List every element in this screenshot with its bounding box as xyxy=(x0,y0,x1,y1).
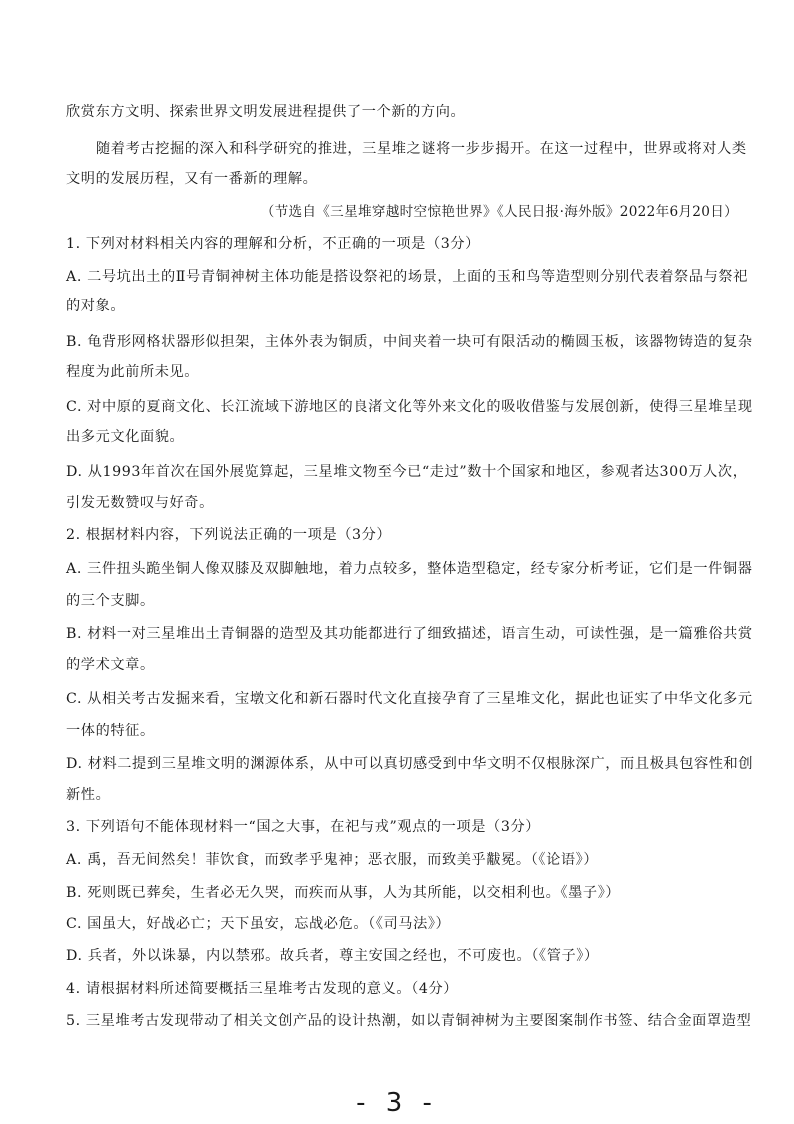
question-5-stem: 5. 三星堆考古发现带动了相关文创产品的设计热潮，如以青铜神树为主要图案制作书签、结合金面罩造型 xyxy=(66,1013,752,1029)
question-1-stem: 1. 下列对材料相关内容的理解和分析，不正确的一项是（3分） xyxy=(66,236,480,252)
passage-line: 文明的发展历程，又有一番新的理解。 xyxy=(66,171,318,187)
question-line: B. 材料一对三星堆出土青铜器的造型及其功能都进行了细致描述，语言生动，可读性强，是一篇雅俗共赏 xyxy=(66,626,753,642)
question-line: 的三个支脚。 xyxy=(66,593,155,609)
question-line: C. 从相关考古发掘来看，宝墩文化和新石器时代文化直接孕育了三星堆文化，据此也证实了中华文化多元 xyxy=(66,691,753,707)
question-3-stem: 3. 下列语句不能体现材料一“国之大事，在祀与戎”观点的一项是（3分） xyxy=(66,819,541,835)
question-line: C. 对中原的夏商文化、长江流域下游地区的良渚文化等外来文化的吸收借鉴与发展创新，使得三星堆呈现 xyxy=(66,399,753,415)
question-line: B. 死则既已葬矣，生者必无久哭，而疾而从事，人为其所能，以交相利也。《墨子》） xyxy=(66,885,621,901)
question-line: 新性。 xyxy=(66,787,111,803)
question-line: A. 三件扭头跪坐铜人像双膝及双脚触地，着力点较多，整体造型稳定，经专家分析考证，它们是一件铜器 xyxy=(66,561,753,577)
question-2-stem: 2. 根据材料内容，下列说法正确的一项是（3分） xyxy=(66,527,392,543)
question-line: 程度为此前所未见。 xyxy=(66,364,200,380)
question-line: 一体的特征。 xyxy=(66,723,155,739)
question-line: B. 龟背形网格状器形似担架，主体外表为铜质，中间夹着一块可有限活动的椭圆玉板，该器物铸造的复杂 xyxy=(66,334,753,350)
question-line: 的对象。 xyxy=(66,298,126,314)
question-line: D. 从1993年首次在国外展览算起，三星堆文物至今已“走过”数十个国家和地区，参观者达300万人次， xyxy=(66,464,748,480)
page-number: - 3 - xyxy=(356,1088,438,1118)
question-line: 出多元文化面貌。 xyxy=(66,429,185,445)
question-line: 的学术文章。 xyxy=(66,657,155,673)
question-line: A. 禹，吾无间然矣！菲饮食，而致孝乎鬼神；恶衣服，而致美乎黻冕。（《论语》） xyxy=(66,852,599,868)
question-line: 引发无数赞叹与好奇。 xyxy=(66,495,214,511)
question-4-stem: 4. 请根据材料所述简要概括三星堆考古发现的意义。（4分） xyxy=(66,981,459,997)
passage-line: 欣赏东方文明、探索世界文明发展进程提供了一个新的方向。 xyxy=(66,104,466,120)
passage-line: 随着考古挖掘的深入和科学研究的推进，三星堆之谜将一步步揭开。在这一过程中，世界或将对人类 xyxy=(96,141,747,157)
question-line: A. 二号坑出土的Ⅱ号青铜神树主体功能是搭设祭祀的场景，上面的玉和鸟等造型则分别代表着祭品与祭祀 xyxy=(66,269,748,285)
question-line: C. 国虽大，好战必亡；天下虽安，忘战必危。（《司马法》） xyxy=(66,916,451,932)
question-line: D. 兵者，外以诛暴，内以禁邪。故兵者，尊主安国之经也，不可废也。（《管子》） xyxy=(66,948,599,964)
question-line: D. 材料二提到三星堆文明的渊源体系，从中可以真切感受到中华文明不仅根脉深广，而且极具包容性和创 xyxy=(66,756,754,772)
source-citation: （节选自《三星堆穿越时空惊艳世界》《人民日报·海外版》2022年6月20日） xyxy=(260,204,738,220)
